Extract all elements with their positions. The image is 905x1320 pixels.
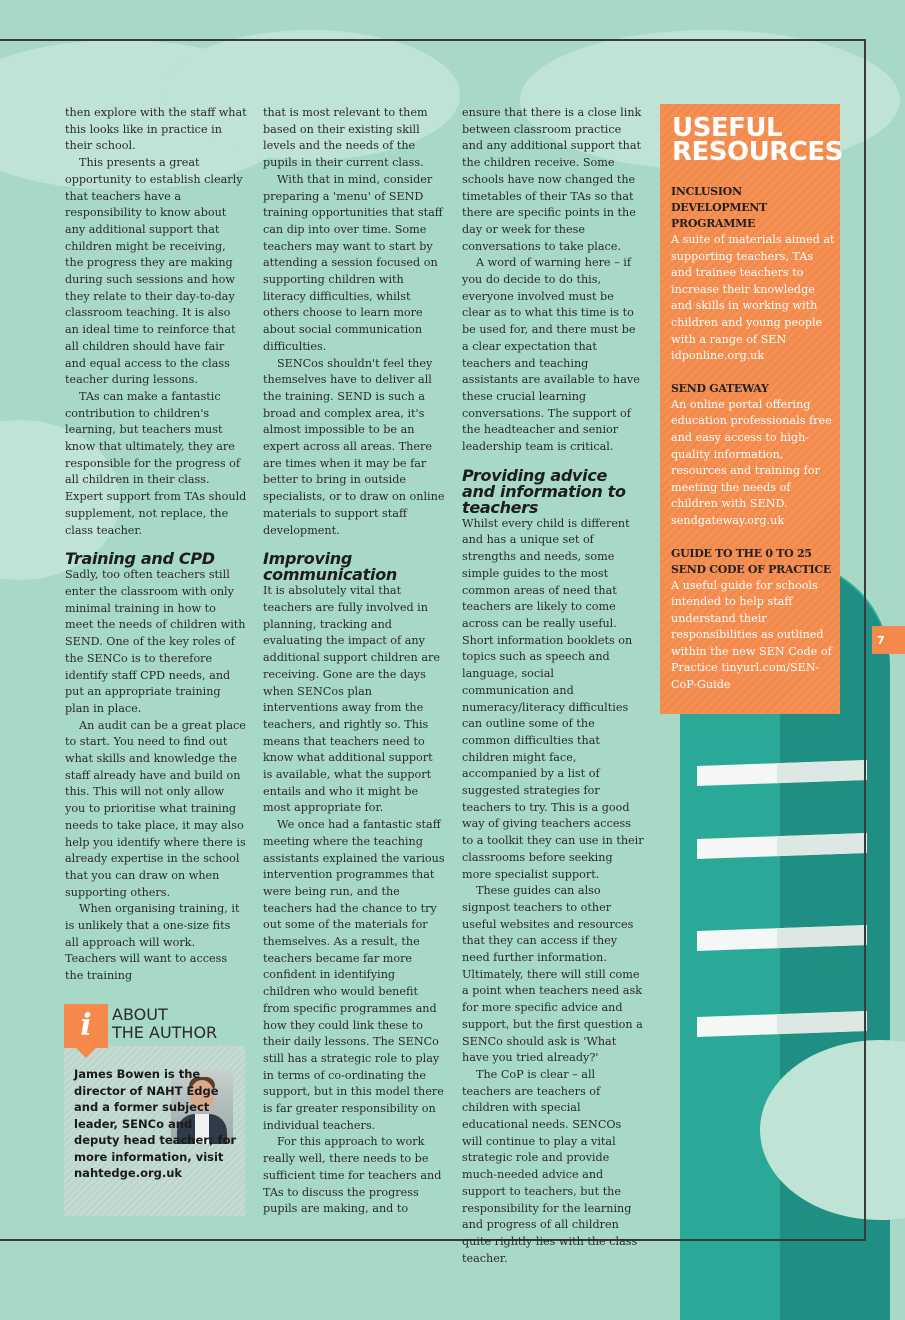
paragraph: Whilst every child is different and has a unique set of strengths and needs, some simple guides to the most common areas of need that teachers are likely to come across can be really useful. Short information booklets on topics such as speech and language, social communication and numeracy/literacy difficulties can outline some of the common difficulties that children might face, accompanied by a list of suggested strategies for teachers to try. This is a good way of giving teachers access to a toolkit they can use in their classrooms before seeking more specialist support.: [462, 516, 644, 881]
info-icon-tail: [76, 1048, 96, 1058]
paragraph: Sadly, too often teachers still enter the classroom with only minimal training in how to meet the needs of children with SEND. One of the key roles of the SENCo is to therefore identify staff CPD needs, and put an appropriate training plan in place.: [65, 568, 246, 715]
section-heading: Training and CPD: [65, 549, 215, 569]
resource-heading: INCLUSION DEVELOPMENT PROGRAMME: [671, 185, 767, 230]
paragraph: TAs can make a fantastic contribution to children's learning, but teachers must know that ultimately, they are responsible for the progress of all children in their class. Expert support from TAs should supplement, not replace, the class teacher.: [65, 389, 247, 537]
resource-heading: GUIDE TO THE 0 TO 25 SEND CODE OF PRACTICE: [671, 546, 831, 576]
paragraph: A word of warning here – if you do decide to do this, everyone involved must be clear as to what this time is to be used for, and there must be a clear expectation that teachers and teaching assistants are available to have these crucial learning conversations. The support of the headteacher and senior leadership team is critical.: [462, 256, 640, 454]
paragraph: These guides can also signpost teachers to other useful websites and resources that they can access if they need further information. Ultimately, there will still come a point when teachers need ask for more specific advice and support, but the first question a SENCo should ask is 'What have you tried already?': [462, 884, 643, 1065]
author-bio: James Bowen is the director of NAHT Edge and a former subject leader, SENCo and deputy head teacher; for more information, visit nahtedge.org.uk: [74, 1067, 237, 1180]
paragraph: ensure that there is a close link between classroom practice and any additional support that the children receive. Some schools have now changed the timetables of their TAs so that there are specific points in the day or week for these conversations to take place.: [462, 106, 642, 253]
paragraph: This presents a great opportunity to establish clearly that teachers have a responsibility to know about any additional support that children might be receiving, the progress they are making during such sessions and how they relate to their day-to-day classroom teaching. It is also an ideal time to reinforce that all children should have fair and equal access to the class teacher during lessons.: [65, 156, 243, 387]
about-title: [112, 1006, 217, 1042]
info-icon: i: [64, 1004, 108, 1048]
resources-title-line: RESOURCES: [672, 137, 843, 167]
paragraph: For this approach to work really well, there needs to be sufficient time for teachers and TAs to discuss the progress pupils are making, and to: [263, 1135, 442, 1216]
paragraph: It is absolutely vital that teachers are fully involved in planning, tracking and evaluating the impact of any additional support children are receiving. Gone are the days when SENCos plan interventions away from the teachers, and rightly so. This means that teachers need to know what additional support is available, what the support entails and who it might be most appropriate for.: [263, 584, 440, 815]
article-column-1: [65, 105, 247, 985]
resource-heading: SEND GATEWAY: [671, 381, 769, 395]
section-heading: Improving communication: [263, 549, 397, 585]
paragraph: SENCos shouldn't feel they themselves have to deliver all the training. SEND is such a broad and complex area, it's almost impossible to be an expert across all areas. There are times when it may be far better to bring in outside specialists, or to draw on online materials to support staff development.: [263, 356, 445, 537]
paragraph: then explore with the staff what this looks like in practice in their school.: [65, 106, 247, 153]
resources-title-line: USEFUL: [672, 113, 783, 143]
resource-text: An online portal offering education professionals free and easy access to high-quality information, resources and training for meeting the needs of children with SEND. sendgateway.org.uk: [671, 397, 832, 527]
article-column-2: [263, 105, 445, 1218]
paragraph: We once had a fantastic staff meeting where the teaching assistants explained the various intervention programmes that were being run, and the teachers had the chance to try out some of the materials for themselves. As a result, the teachers became far more confident in identifying children who would benefit from specific programmes and how they could link these to their daily lessons. The SENCo still has a strategic role to play in terms of co-ordinating the support, but in this model there is far greater responsibility on individual teachers.: [263, 818, 445, 1132]
resources-list: [671, 184, 837, 710]
article-column-3: [462, 105, 644, 1267]
section-heading: Providing advice and information to teachers: [462, 465, 626, 517]
useful-resources-box: [660, 104, 843, 714]
about-title-line: ABOUT: [112, 1005, 168, 1024]
paragraph: An audit can be a great place to start. You need to find out what skills and knowledge the staff already have and build on this. This will not only allow you to prioritise what training needs to take place, it may also help you identify where there is already expertise in the school that you can draw on when supporting others.: [65, 718, 246, 899]
about-the-author: [64, 1004, 245, 1216]
about-box: [64, 1046, 245, 1216]
resource-text: A useful guide for schools intended to help staff understand their responsibilities as outlined within the new SEN Code of Practice tinyurl.com/SEN-CoP-Guide: [671, 578, 832, 692]
paragraph: When organising training, it is unlikely that a one-size fits all approach will work. Teachers will want to access the training: [65, 902, 240, 983]
page-number: 7: [872, 626, 905, 654]
about-title-line: THE AUTHOR: [112, 1023, 218, 1042]
resource-text: A suite of materials aimed at supporting teachers, TAs and trainee teachers to increase their knowledge and skills in working with children and young people with a range of SEN idponline.org.uk: [671, 233, 835, 363]
resources-title: [672, 113, 843, 167]
paragraph: With that in mind, consider preparing a 'menu' of SEND training opportunities that staff can dip into over time. Some teachers may want to start by attending a session focused on supporting children with literacy difficulties, whilst others choose to learn more about social communication difficulties.: [263, 172, 443, 353]
paragraph: that is most relevant to them based on their existing skill levels and the needs of the pupils in their current class.: [263, 106, 428, 170]
paragraph: The CoP is clear – all teachers are teachers of children with special educational needs. SENCOs will continue to play a vital strategic role and provide much-needed advice and support to teachers, but the responsibility for the learning and progress of all children quite rightly lies with the class teacher.: [462, 1067, 638, 1265]
